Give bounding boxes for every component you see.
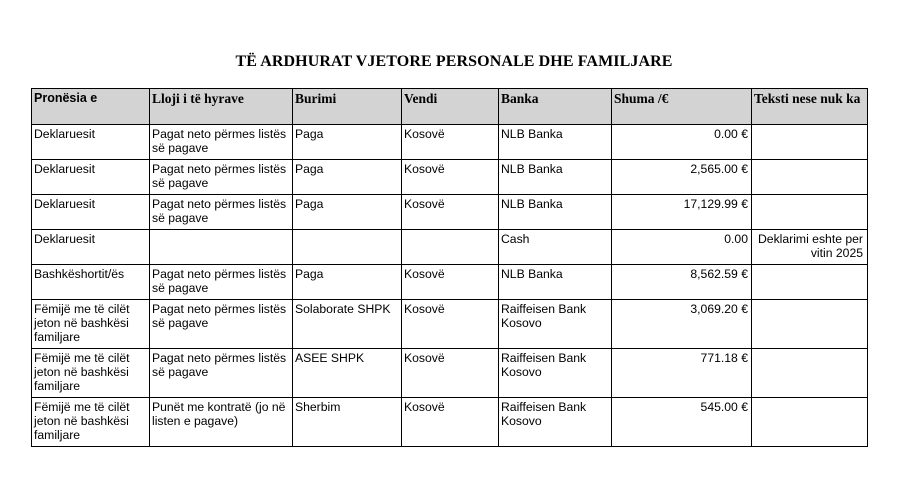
cell-amount: 17,129.99 € — [612, 195, 752, 230]
table-header-row — [32, 89, 868, 125]
cell-source: Solaborate SHPK — [293, 300, 402, 349]
cell-source: Paga — [293, 160, 402, 195]
cell-source: ASEE SHPK — [293, 349, 402, 398]
table-row — [32, 125, 868, 160]
cell-income-type: Pagat neto përmes listës së pagave — [150, 195, 293, 230]
cell-note — [752, 160, 868, 195]
table-row — [32, 349, 868, 398]
cell-income-type — [150, 230, 293, 265]
table-row — [32, 265, 868, 300]
header-country: Vendi — [402, 89, 499, 125]
document-title: TË ARDHURAT VJETORE PERSONALE DHE FAMILJARE — [235, 53, 673, 70]
cell-income-type: Pagat neto përmes listës së pagave — [150, 265, 293, 300]
table-row — [32, 300, 868, 349]
cell-source: Paga — [293, 195, 402, 230]
cell-ownership: Fëmijë me të cilët jeton në bashkësi familjare — [32, 349, 150, 398]
cell-source — [293, 230, 402, 265]
header-bank: Banka — [499, 89, 612, 125]
cell-note — [752, 349, 868, 398]
cell-country: Kosovë — [402, 125, 499, 160]
cell-amount: 3,069.20 € — [612, 300, 752, 349]
cell-ownership: Bashkëshortit/ës — [32, 265, 150, 300]
cell-ownership: Deklaruesit — [32, 195, 150, 230]
cell-source: Sherbim — [293, 398, 402, 447]
cell-country — [402, 230, 499, 265]
cell-note — [752, 125, 868, 160]
cell-income-type: Pagat neto përmes listës së pagave — [150, 300, 293, 349]
cell-bank: NLB Banka — [499, 160, 612, 195]
header-amount: Shuma /€ — [612, 89, 752, 125]
income-table — [31, 88, 868, 447]
cell-note: Deklarimi eshte per vitin 2025 — [752, 230, 868, 265]
cell-note — [752, 300, 868, 349]
cell-ownership: Fëmijë me të cilët jeton në bashkësi familjare — [32, 398, 150, 447]
cell-ownership: Fëmijë me të cilët jeton në bashkësi familjare — [32, 300, 150, 349]
cell-bank: Raiffeisen Bank Kosovo — [499, 398, 612, 447]
cell-source: Paga — [293, 265, 402, 300]
cell-bank: Cash — [499, 230, 612, 265]
cell-country: Kosovë — [402, 195, 499, 230]
table-row — [32, 230, 868, 265]
cell-bank: NLB Banka — [499, 195, 612, 230]
header-source: Burimi — [293, 89, 402, 125]
table-row — [32, 160, 868, 195]
cell-amount: 8,562.59 € — [612, 265, 752, 300]
cell-bank: Raiffeisen Bank Kosovo — [499, 300, 612, 349]
header-ownership: Pronësia e — [32, 89, 150, 125]
cell-amount: 771.18 € — [612, 349, 752, 398]
cell-income-type: Pagat neto përmes listës së pagave — [150, 125, 293, 160]
cell-income-type: Pagat neto përmes listës së pagave — [150, 349, 293, 398]
cell-bank: NLB Banka — [499, 265, 612, 300]
cell-country: Kosovë — [402, 160, 499, 195]
cell-ownership: Deklaruesit — [32, 160, 150, 195]
table-row — [32, 398, 868, 447]
cell-amount: 2,565.00 € — [612, 160, 752, 195]
cell-note — [752, 265, 868, 300]
cell-country: Kosovë — [402, 265, 499, 300]
cell-amount: 0.00 € — [612, 125, 752, 160]
cell-country: Kosovë — [402, 349, 499, 398]
cell-bank: NLB Banka — [499, 125, 612, 160]
cell-note — [752, 398, 868, 447]
table-row — [32, 195, 868, 230]
cell-source: Paga — [293, 125, 402, 160]
cell-amount: 545.00 € — [612, 398, 752, 447]
cell-ownership: Deklaruesit — [32, 125, 150, 160]
header-income-type: Lloji i të hyrave — [150, 89, 293, 125]
cell-country: Kosovë — [402, 398, 499, 447]
cell-bank: Raiffeisen Bank Kosovo — [499, 349, 612, 398]
cell-note — [752, 195, 868, 230]
cell-income-type: Pagat neto përmes listës së pagave — [150, 160, 293, 195]
cell-country: Kosovë — [402, 300, 499, 349]
cell-amount: 0.00 — [612, 230, 752, 265]
cell-ownership: Deklaruesit — [32, 230, 150, 265]
header-note: Teksti nese nuk ka — [752, 89, 868, 125]
cell-income-type: Punët me kontratë (jo në listen e pagave) — [150, 398, 293, 447]
